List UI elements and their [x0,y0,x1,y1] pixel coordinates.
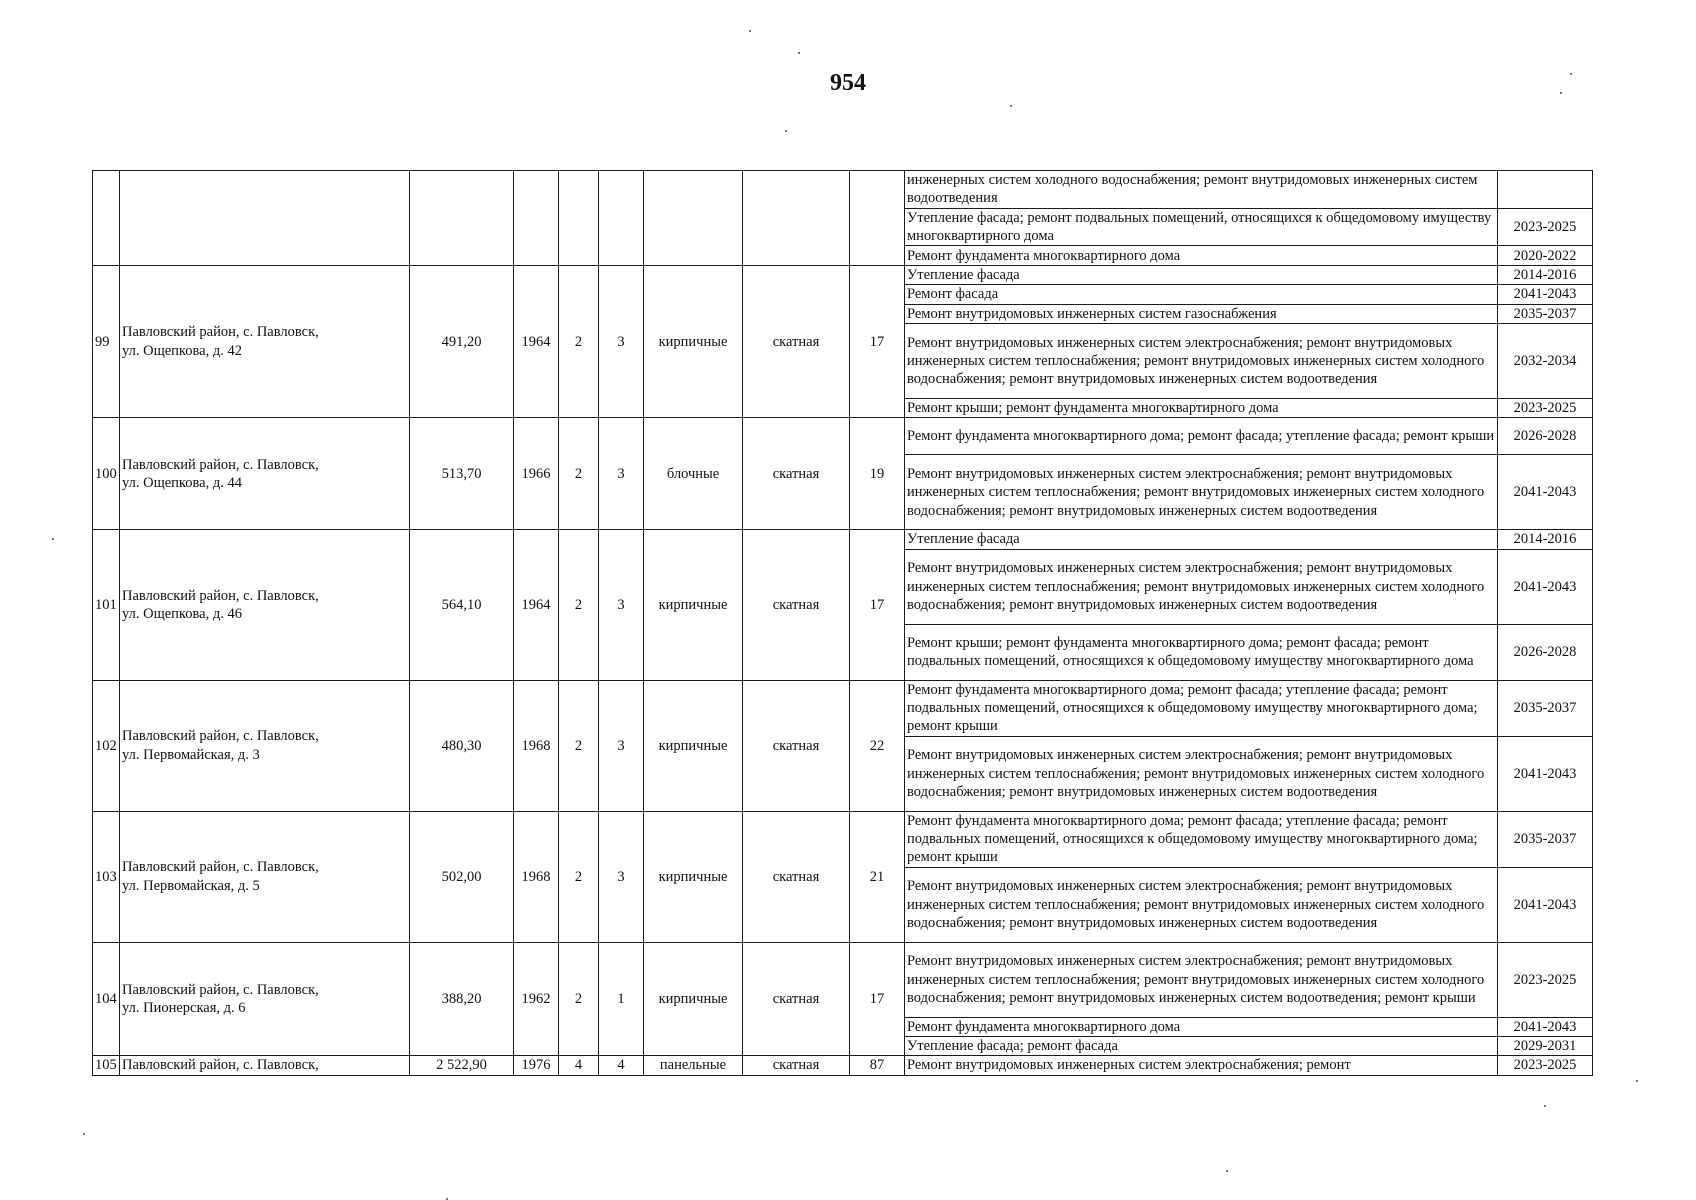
address-line: ул. Ощепкова, д. 46 [122,606,242,623]
scan-speck [749,30,751,32]
residents-cell: 22 [850,680,905,811]
work-description-cell: Ремонт внутридомовых инженерных систем газоснабжения [905,304,1498,323]
row-number: 104 [93,942,120,1056]
work-description-cell: инженерных систем холодного водоснабжения; ремонт внутридомовых инженерных систем водоотведения [905,171,1498,209]
address-line: ул. Первомайская, д. 5 [122,877,260,894]
table-row [93,530,1593,549]
work-description-cell: Ремонт фундамента многоквартирного дома; ремонт фасада; утепление фасада; ремонт подвальных помещений, относящихся к общедомовому имуществу многоквартирного дома; ремонт крыши [905,680,1498,736]
work-description-cell: Утепление фасада [905,530,1498,549]
address-line: Павловский район, с. Павловск, [122,456,319,473]
wall-material-cell: панельные [644,1056,743,1075]
area-cell: 513,70 [410,418,514,530]
roof-type-cell: скатная [743,811,850,942]
floors-cell: 2 [559,811,599,942]
period-cell [1498,171,1593,209]
entrances-cell: 4 [599,1056,644,1075]
table-row [93,942,1593,1017]
year-cell: 1968 [514,680,559,811]
row-number: 103 [93,811,120,942]
table-row [93,680,1593,736]
floors-cell: 2 [559,530,599,680]
row-number: 105 [93,1056,120,1075]
table-row [93,811,1593,867]
floors-cell: 2 [559,680,599,811]
address-cell [120,680,410,811]
wall-material-cell: кирпичные [644,811,743,942]
housing-repair-table [92,170,1593,1076]
period-cell: 2041-2043 [1498,549,1593,624]
work-description-cell: Ремонт внутридомовых инженерных систем электроснабжения; ремонт внутридомовых инженерных систем теплоснабжения; ремонт внутридомовых инженерных систем холодного водоснабжения; ремонт внутридомовых инженерных систем водоотведения [905,549,1498,624]
period-cell: 2041-2043 [1498,455,1593,530]
wall-material-cell: кирпичные [644,942,743,1056]
area-cell: 2 522,90 [410,1056,514,1075]
period-cell: 2023-2025 [1498,399,1593,418]
address-line: ул. Первомайская, д. 3 [122,746,260,763]
entrances-cell [599,171,644,266]
scan-speck [83,1133,85,1135]
period-cell: 2023-2025 [1498,208,1593,246]
scan-speck [1544,1105,1546,1107]
residents-cell: 21 [850,811,905,942]
residents-cell [850,171,905,266]
wall-material-cell: блочные [644,418,743,530]
row-number: 102 [93,680,120,811]
roof-type-cell: скатная [743,942,850,1056]
period-cell: 2014-2016 [1498,266,1593,285]
residents-cell: 17 [850,530,905,680]
address-line: Павловский район, с. Павловск, [122,1057,319,1074]
table-row [93,171,1593,209]
work-description-cell: Ремонт фундамента многоквартирного дома [905,246,1498,266]
area-cell: 491,20 [410,266,514,418]
table-body [93,171,1593,1076]
scan-speck [1010,105,1012,107]
table-row [93,266,1593,285]
period-cell: 2032-2034 [1498,324,1593,399]
roof-type-cell [743,171,850,266]
floors-cell: 2 [559,942,599,1056]
entrances-cell: 3 [599,266,644,418]
scan-speck [798,52,800,54]
address-cell [120,1056,410,1075]
wall-material-cell: кирпичные [644,530,743,680]
period-cell: 2041-2043 [1498,1017,1593,1036]
row-number: 99 [93,266,120,418]
scan-speck [1636,1080,1638,1082]
roof-type-cell: скатная [743,1056,850,1075]
address-line: Павловский район, с. Павловск, [122,728,319,745]
work-description-cell: Ремонт фундамента многоквартирного дома; ремонт фасада; утепление фасада; ремонт подвальных помещений, относящихся к общедомовому имуществу многоквартирного дома; ремонт крыши [905,811,1498,867]
floors-cell: 2 [559,266,599,418]
period-cell: 2026-2028 [1498,624,1593,680]
period-cell: 2026-2028 [1498,418,1593,455]
address-cell [120,942,410,1056]
area-cell [410,171,514,266]
period-cell: 2035-2037 [1498,680,1593,736]
entrances-cell: 1 [599,942,644,1056]
work-description-cell: Утепление фасада; ремонт подвальных помещений, относящихся к общедомовому имуществу многоквартирного дома [905,208,1498,246]
scan-speck [1570,73,1572,75]
wall-material-cell: кирпичные [644,680,743,811]
year-cell: 1964 [514,530,559,680]
scan-speck [785,130,787,132]
work-description-cell: Утепление фасада; ремонт фасада [905,1036,1498,1055]
entrances-cell: 3 [599,418,644,530]
scan-speck [1226,1170,1228,1172]
row-number: 100 [93,418,120,530]
area-cell: 480,30 [410,680,514,811]
roof-type-cell: скатная [743,266,850,418]
entrances-cell: 3 [599,811,644,942]
roof-type-cell: скатная [743,530,850,680]
period-cell: 2023-2025 [1498,942,1593,1017]
work-description-cell: Ремонт фасада [905,285,1498,304]
floors-cell: 4 [559,1056,599,1075]
residents-cell: 17 [850,942,905,1056]
work-description-cell: Ремонт внутридомовых инженерных систем электроснабжения; ремонт внутридомовых инженерных систем теплоснабжения; ремонт внутридомовых инженерных систем холодного водоснабжения; ремонт внутридомовых инженерных систем водоотведения [905,736,1498,811]
area-cell: 502,00 [410,811,514,942]
period-cell: 2035-2037 [1498,811,1593,867]
period-cell: 2029-2031 [1498,1036,1593,1055]
year-cell: 1964 [514,266,559,418]
residents-cell: 17 [850,266,905,418]
scan-speck [52,538,54,540]
year-cell: 1966 [514,418,559,530]
entrances-cell: 3 [599,530,644,680]
year-cell [514,171,559,266]
period-cell: 2014-2016 [1498,530,1593,549]
work-description-cell: Ремонт внутридомовых инженерных систем электроснабжения; ремонт внутридомовых инженерных систем теплоснабжения; ремонт внутридомовых инженерных систем холодного водоснабжения; ремонт внутридомовых инженерных систем водоотведения [905,324,1498,399]
table-row [93,1056,1593,1075]
year-cell: 1962 [514,942,559,1056]
area-cell: 388,20 [410,942,514,1056]
work-description-cell: Ремонт внутридомовых инженерных систем электроснабжения; ремонт внутридомовых инженерных систем теплоснабжения; ремонт внутридомовых инженерных систем холодного водоснабжения; ремонт внутридомовых инженерных систем водоотведения [905,455,1498,530]
address-line: ул. Ощепкова, д. 44 [122,474,242,491]
wall-material-cell: кирпичные [644,266,743,418]
address-cell [120,811,410,942]
period-cell: 2041-2043 [1498,736,1593,811]
address-line: Павловский район, с. Павловск, [122,859,319,876]
work-description-cell: Ремонт внутридомовых инженерных систем электроснабжения; ремонт внутридомовых инженерных систем теплоснабжения; ремонт внутридомовых инженерных систем холодного водоснабжения; ремонт внутридомовых инженерных систем водоотведения [905,867,1498,942]
page-number: 954 [830,70,866,96]
year-cell: 1968 [514,811,559,942]
floors-cell [559,171,599,266]
row-number [93,171,120,266]
period-cell: 2035-2037 [1498,304,1593,323]
period-cell: 2041-2043 [1498,867,1593,942]
work-description-cell: Ремонт внутридомовых инженерных систем электроснабжения; ремонт [905,1056,1498,1075]
address-line: Павловский район, с. Павловск, [122,981,319,998]
work-description-cell: Ремонт крыши; ремонт фундамента многоквартирного дома [905,399,1498,418]
address-cell [120,530,410,680]
address-line: ул. Ощепкова, д. 42 [122,342,242,359]
address-line: Павловский район, с. Павловск, [122,324,319,341]
work-description-cell: Утепление фасада [905,266,1498,285]
period-cell: 2020-2022 [1498,246,1593,266]
address-line: ул. Пионерская, д. 6 [122,999,246,1016]
work-description-cell: Ремонт фундамента многоквартирного дома [905,1017,1498,1036]
period-cell: 2041-2043 [1498,285,1593,304]
period-cell: 2023-2025 [1498,1056,1593,1075]
address-cell [120,266,410,418]
entrances-cell: 3 [599,680,644,811]
roof-type-cell: скатная [743,680,850,811]
scan-speck [1560,92,1562,94]
residents-cell: 19 [850,418,905,530]
area-cell: 564,10 [410,530,514,680]
year-cell: 1976 [514,1056,559,1075]
wall-material-cell [644,171,743,266]
floors-cell: 2 [559,418,599,530]
work-description-cell: Ремонт фундамента многоквартирного дома; ремонт фасада; утепление фасада; ремонт крыши [905,418,1498,455]
residents-cell: 87 [850,1056,905,1075]
roof-type-cell: скатная [743,418,850,530]
table-row [93,418,1593,455]
address-cell [120,171,410,266]
work-description-cell: Ремонт внутридомовых инженерных систем электроснабжения; ремонт внутридомовых инженерных систем теплоснабжения; ремонт внутридомовых инженерных систем холодного водоснабжения; ремонт внутридомовых инженерных систем водоотведения; ремонт крыши [905,942,1498,1017]
row-number: 101 [93,530,120,680]
work-description-cell: Ремонт крыши; ремонт фундамента многоквартирного дома; ремонт фасада; ремонт подвальных помещений, относящихся к общедомовому имуществу многоквартирного дома [905,624,1498,680]
address-line: Павловский район, с. Павловск, [122,587,319,604]
address-cell [120,418,410,530]
